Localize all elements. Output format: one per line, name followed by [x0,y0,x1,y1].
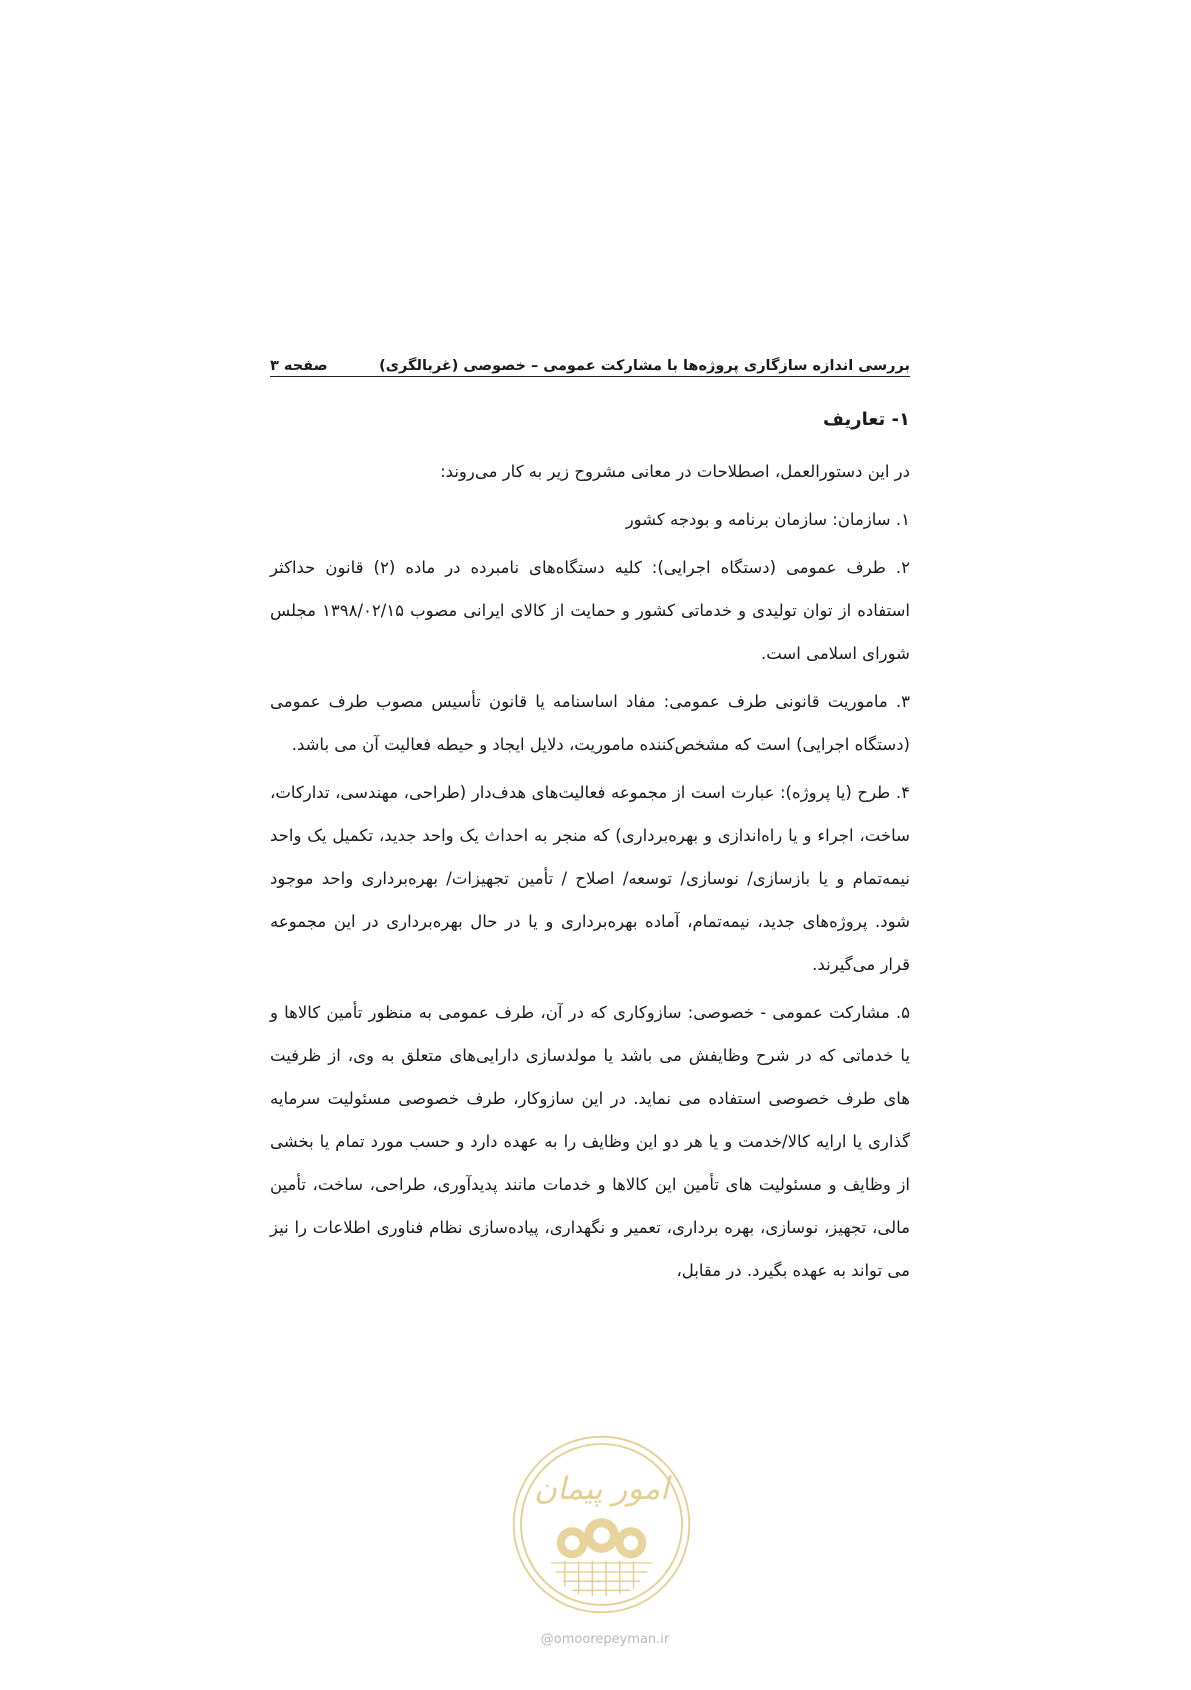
page-number: صفحه ۳ [270,358,328,374]
omoor-peyman-seal-logo [510,1433,693,1616]
document-body [270,390,910,1297]
watermark-url: @omoorepeyman.ir [540,1632,670,1647]
svg-text:امور پیمان: امور پیمان [534,1470,669,1507]
definition-4: ۴. طرح (یا پروژه): عبارت است از مجموعه فعالیت‌های هدف‌دار (طراحی، مهندسی، تدارکات، ساخت، اجراء و یا راه‌اندازی و بهره‌برداری) که منجر به احداث یک واحد جدید، تکمیل یک واحد نیمه‌تمام و یا بازسازی/ نوسازی/ توسعه/ اصلاح / تأمین تجهیزات/ بهره‌برداری واحد موجود شود. پروژه‌های جدید، نیمه‌تمام، آماده بهره‌برداری و یا در حال بهره‌برداری در این مجموعه قرار می‌گیرند. [270,783,910,974]
definition-3: ۳. ماموریت قانونی طرف عمومی: مفاد اساسنامه یا قانون تأسیس مصوب طرف عمومی (دستگاه اجرایی) است که مشخص‌کننده ماموریت، دلایل ایجاد و حیطه فعالیت آن می باشد. [270,692,910,754]
intro-paragraph: در این دستورالعمل، اصطلاحات در معانی مشروح زیر به کار می‌روند: [440,462,910,481]
definition-5: ۵. مشارکت عمومی - خصوصی: سازوکاری که در آن، طرف عمومی به منظور تأمین کالاها و یا خدماتی که در شرح وظایفش می باشد یا مولدسازی دارایی‌های متعلق به وی، از ظرفیت های طرف خصوصی استفاده می نماید. در این سازوکار، طرف خصوصی مسئولیت سرمایه گذاری یا ارایه کالا/خدمت و یا هر دو این وظایف را به عهده دارد و حسب مورد تمام یا بخشی از وظایف و مسئولیت های تأمین این کالاها و خدمات مانند پدیدآوری، طراحی، ساخت، تأمین مالی، تجهیز، نوسازی، بهره برداری، تعمیر و نگهداری، پیاده‌سازی نظام فناوری اطلاعات را نیز می تواند به عهده بگیرد. در مقابل، [270,1003,910,1280]
running-header [270,352,910,377]
definition-1: ۱. سازمان: سازمان برنامه و بودجه کشور [625,510,910,529]
definition-2: ۲. طرف عمومی (دستگاه اجرایی): کلیه دستگاه‌های نامبرده در ماده (۲) قانون حداکثر استفاده از توان تولیدی و خدماتی کشور و حمایت از کالای ایرانی مصوب ۱۳۹۸/۰۲/۱۵ مجلس شورای اسلامی است. [270,558,910,663]
header-title: بررسی اندازه سازگاری پروژه‌ها با مشارکت عمومی – خصوصی (غربالگری) [379,358,910,374]
section-title: ۱- تعاریف [823,409,910,430]
